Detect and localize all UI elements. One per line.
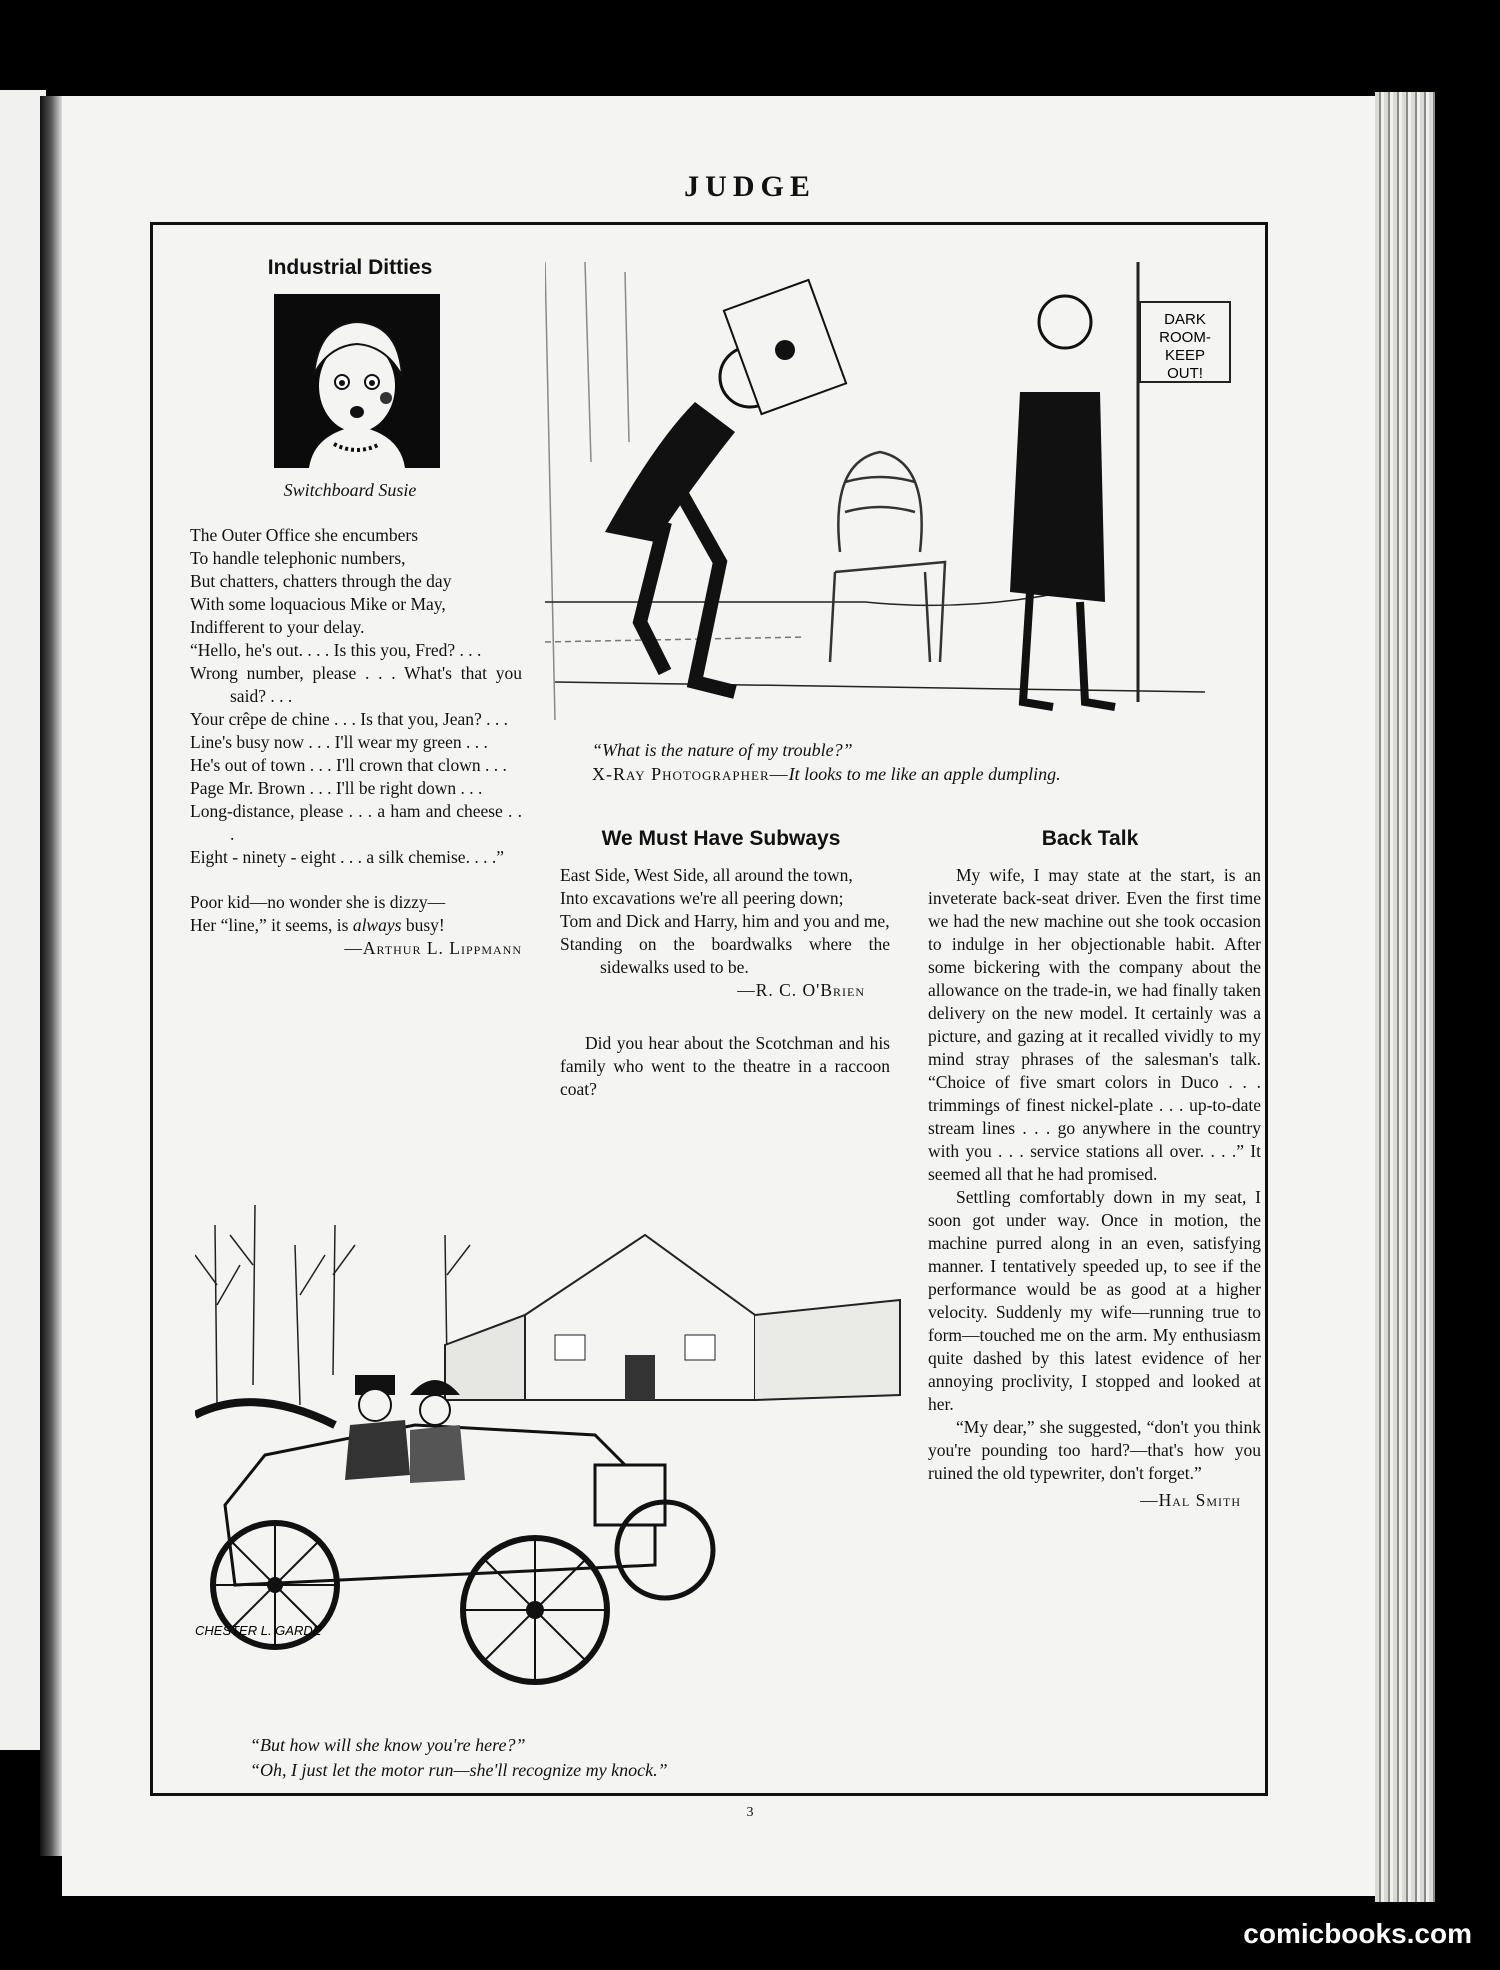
- magazine-masthead: JUDGE: [684, 170, 816, 203]
- backtalk-story: [928, 864, 1261, 1512]
- xray-caption: [592, 738, 1222, 786]
- artist-signature: CHESTER L. GARDE: [195, 1623, 322, 1638]
- ditties-poem: [190, 524, 522, 960]
- xray-caption-question: “What is the nature of my trouble?”: [592, 740, 853, 760]
- car-caption-answer: “Oh, I just let the motor run—she'll recognize my knock.”: [250, 1760, 668, 1780]
- story-paragraph: Settling comfortably down in my seat, I soon got under way. Once in motion, the machine purred along in an even, satisfying manner. I tentatively speeded up, to see if the performance would be as good at a higher velocity. Suddenly my wife—running true to form—touched me on the arm. My enthusiasm quite dashed by this latest evidence of her annoying proclivity, I stopped and looked at her.: [928, 1187, 1261, 1414]
- portrait-caption: Switchboard Susie: [283, 480, 417, 500]
- poem-line: Wrong number, please . . . What's that you said? . . .: [190, 663, 522, 706]
- poem-line: [190, 914, 522, 937]
- poem-line: Your crêpe de chine . . . Is that you, Jean? . . .: [190, 709, 508, 729]
- ditties-title: Industrial Ditties: [267, 256, 433, 279]
- switchboard-susie-portrait: [274, 294, 440, 468]
- car-caption: [250, 1733, 930, 1783]
- poem-line: “Hello, he's out. . . . Is this you, Fred? . . .: [190, 640, 482, 660]
- poem-line: Poor kid—no wonder she is dizzy—: [190, 892, 446, 912]
- couple-in-car: [345, 1375, 465, 1483]
- poem-line: Standing on the boardwalks where the sidewalks used to be.: [560, 934, 890, 977]
- poem-line: Line's busy now . . . I'll wear my green . . .: [190, 732, 488, 752]
- poem-line: To handle telephonic numbers,: [190, 548, 406, 568]
- poem-line: Tom and Dick and Harry, him and you and me,: [560, 911, 890, 931]
- backtalk-title: Back Talk: [1041, 827, 1139, 850]
- xray-cartoon-illustration: [545, 262, 1240, 720]
- poem-line: Long-distance, please . . . a ham and cheese . . .: [190, 801, 522, 844]
- background-trees: [195, 1205, 470, 1405]
- poem-emphasis: always: [352, 915, 402, 935]
- site-watermark: comicbooks.com: [1243, 1918, 1472, 1949]
- patient-figure: [605, 347, 780, 692]
- poem-line: He's out of town . . . I'll crown that clown . . .: [190, 755, 507, 775]
- poem-line: Page Mr. Brown . . . I'll be right down . . .: [190, 778, 483, 798]
- house: [445, 1235, 900, 1400]
- xray-caption-answer: [592, 762, 1222, 786]
- story-paragraph: “My dear,” she suggested, “don't you think you're pounding too hard?—that's how you ruined the old typewriter, don't forget.”: [928, 1417, 1261, 1483]
- subways-author: —R. C. O'Brien: [737, 980, 865, 1000]
- poem-text: busy!: [401, 915, 445, 935]
- sign-line: DARK: [1164, 311, 1206, 328]
- wicker-chair: [830, 452, 945, 662]
- subways-title: We Must Have Subways: [601, 827, 841, 850]
- story-paragraph: My wife, I may state at the start, is an inveterate back-seat driver. Even the first time we had the new machine out she took occasion to indulge in her objectionable habit. After some bickering with the company about the allowance on the trade-in, we had finally taken delivery on the new model. It certainly was a picture, and gazing at it recalled vividly to my mind stray phrases of the salesman's talk. “Choice of five smart colors in Duco . . . trimmings of finest nickel-plate . . . up-to-date stream lines . . . go anywhere in the country with you . . . service stations all over. . . .” It seemed all that he had promised.: [928, 865, 1261, 1184]
- car-caption-question: “But how will she know you're here?”: [250, 1735, 526, 1755]
- poem-line: East Side, West Side, all around the town,: [560, 865, 853, 885]
- poem-line: The Outer Office she encumbers: [190, 525, 419, 545]
- poem-line: With some loquacious Mike or May,: [190, 594, 446, 614]
- sign-line: OUT!: [1167, 365, 1203, 382]
- page-stack-edges: [1375, 92, 1435, 1902]
- ditties-author: —Arthur L. Lippmann: [344, 938, 522, 958]
- book-gutter: [40, 96, 62, 1856]
- poem-text: Her “line,” it seems, is: [190, 915, 353, 935]
- poem-line: Into excavations we're all peering down;: [560, 888, 844, 908]
- caption-punchline: It looks to me like an apple dumpling.: [788, 764, 1061, 784]
- backtalk-author: —Hal Smith: [1140, 1490, 1241, 1510]
- poem-line: But chatters, chatters through the day: [190, 571, 452, 591]
- poem-line: Eight - ninety - eight . . . a silk chemise. . . .”: [190, 847, 504, 867]
- page-number: 3: [746, 1805, 754, 1820]
- scotchman-joke: Did you hear about the Scotchman and his family who went to the theatre in a raccoon coat?: [560, 1033, 890, 1099]
- caption-speaker: X-Ray Photographer—: [592, 764, 789, 784]
- subways-poem: [560, 864, 890, 1101]
- car-cartoon-illustration: [195, 1205, 905, 1730]
- poem-line: Indifferent to your delay.: [190, 617, 365, 637]
- sign-line: KEEP: [1164, 347, 1206, 364]
- sign-line: ROOM-: [1159, 329, 1211, 346]
